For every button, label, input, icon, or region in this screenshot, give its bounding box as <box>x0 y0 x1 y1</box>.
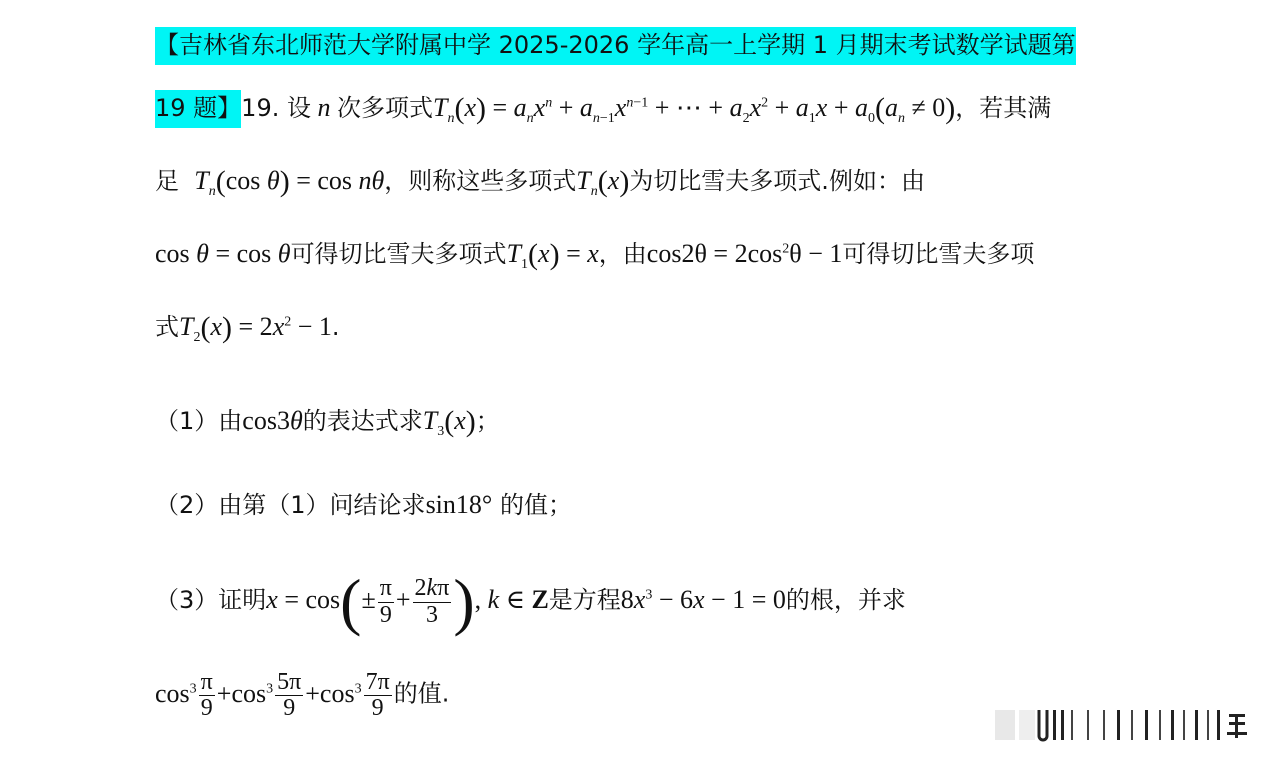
text-segment: 为切比雪夫多项式.例如：由 <box>629 167 925 195</box>
text-segment: 式 <box>155 313 179 341</box>
math-n: n <box>310 93 337 122</box>
text-segment: 是方程 <box>548 585 621 614</box>
polynomial-definition: $T_n(x) = a_nx^n + a_{n-1}x^{n-1}$ + ⋯ + $a_2x^2 + a_1x + a_0(a_n \ne 0)$ <box>432 92 956 127</box>
question-line-2 <box>155 167 925 199</box>
text-segment: ，则称这些多项式 <box>384 167 577 195</box>
text-segment: 由 <box>218 407 243 435</box>
math-T3: $T_3(x)$ <box>422 405 476 440</box>
text-segment: ，若其满 <box>955 94 1052 122</box>
math-T2: $T_2(x) = 2x^2 - 1$ <box>179 311 332 346</box>
part-1 <box>155 407 500 439</box>
part-label: （3） <box>155 585 219 614</box>
text-segment: 设 <box>286 94 311 122</box>
text-segment: 可得切比雪夫多项式 <box>290 240 507 268</box>
text-segment: 的表达式求 <box>302 407 423 435</box>
math-T1: $T_1(x) = x$ <box>506 238 599 273</box>
text-segment: 足 <box>155 167 179 195</box>
text-segment: 可得切比雪夫多项 <box>842 240 1035 268</box>
part-3-continuation <box>155 670 449 721</box>
text-segment: 的值； <box>499 491 572 519</box>
math-cos3theta: cos3θ <box>242 406 303 435</box>
question-line-4: 式$T_2(x) = 2x^2 - 1$. <box>155 311 340 346</box>
question-line-1 <box>155 94 1051 126</box>
part-2 <box>155 492 572 518</box>
text-segment: ，由 <box>598 240 647 268</box>
text-segment: ； <box>475 407 500 435</box>
text-segment: 由第（1）问结论求 <box>218 491 426 519</box>
math-Tn: $T_n(x)$ <box>576 165 630 200</box>
text-segment: 证明 <box>218 585 267 614</box>
part-3 <box>155 566 906 637</box>
question-number: 19. <box>241 94 280 122</box>
source-highlight-end: 19 题】 <box>155 90 241 128</box>
cos-identity-1: cos θ = cos θ <box>155 239 291 268</box>
part-label: （2） <box>155 491 219 519</box>
math-sin18: sin18° <box>425 490 493 519</box>
text-segment: 的根，并求 <box>785 585 906 614</box>
chebyshev-condition: $T_n(\cos$ θ) = cos nθ <box>194 165 385 200</box>
question-line-3 <box>155 240 1034 272</box>
part-label: （1） <box>155 407 219 435</box>
text-segment: 次多项式 <box>336 94 433 122</box>
source-highlight: 【吉林省东北师范大学附属中学 2025-2026 学年高一上学期 1 月期末考试数学试题第 <box>155 27 1076 65</box>
watermark-logo <box>995 708 1257 742</box>
cos-identity-2: $\cos 2\theta = 2\cos^2\theta - 1$ <box>646 239 843 268</box>
header-line-1 <box>155 33 1076 57</box>
math-x-cos-expression: x = cos(± $\frac{\pi}{9}$ + $\frac{2k\pi}{3}$ ), k ∈ Z <box>266 566 549 637</box>
math-cos-cube-sum: $\cos^3$ $\frac{\pi}{9}$ $+\cos^3$ $\frac{5\pi}{9}$ $+\cos^3$ $\frac{7\pi}{9}$ <box>155 669 390 722</box>
math-cubic-equation: $8x^3 - 6x - 1 = 0$ <box>620 584 786 614</box>
text-segment: 的值. <box>393 679 450 708</box>
